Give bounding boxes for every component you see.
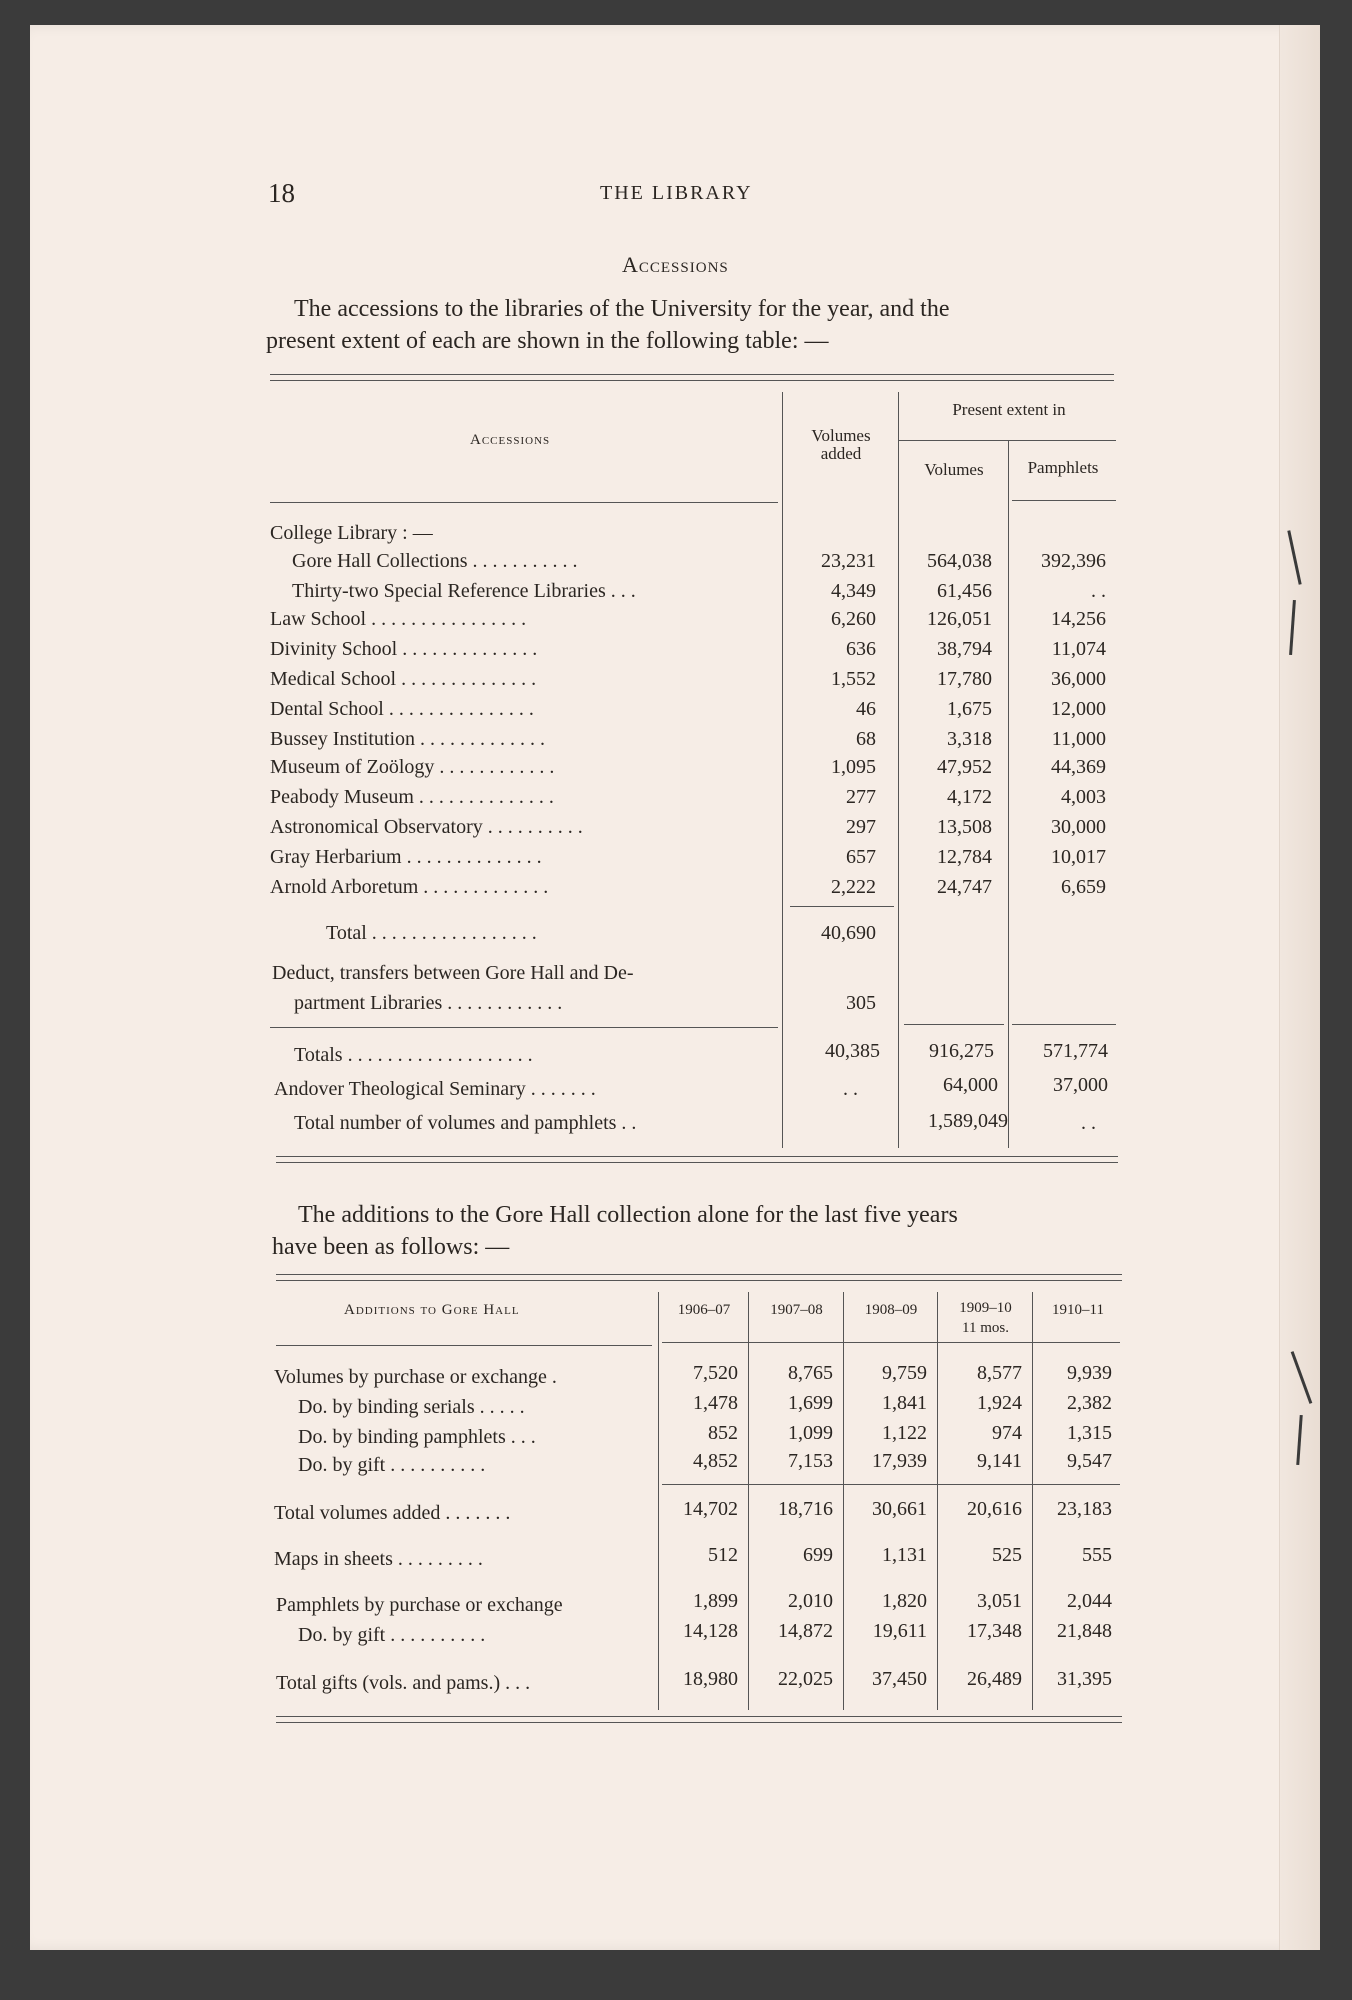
table2-row-label: Pamphlets by purchase or exchange	[276, 1594, 563, 1616]
table1-deduct-label-2: partment Libraries . . . . . . . . . . . .	[294, 992, 563, 1014]
table2-cell: 512	[708, 1544, 738, 1566]
table2-cell: 4,852	[693, 1450, 738, 1472]
table1-row-added: 277	[846, 786, 876, 808]
table1-grand-total-label: Total number of volumes and pamphlets . .	[294, 1112, 637, 1134]
table1-row-label: Bussey Institution . . . . . . . . . . . . .	[270, 728, 546, 750]
running-title: THE LIBRARY	[600, 182, 753, 204]
table1-row-volumes: 12,784	[937, 846, 992, 868]
table1-row-added: 68	[856, 728, 876, 750]
table2-cell: 852	[708, 1422, 738, 1444]
table2-cell: 3,051	[977, 1590, 1022, 1612]
table2-cell: 2,044	[1067, 1590, 1112, 1612]
table1-head-present-extent: Present extent in	[952, 400, 1066, 419]
table2-cell: 1,699	[788, 1392, 833, 1414]
table1-row-pamphlets: 11,000	[1051, 728, 1106, 750]
table1-row-pamphlets: 4,003	[1061, 786, 1106, 808]
table2-cell: 31,395	[1057, 1668, 1112, 1690]
table1-andover-pamphlets: 37,000	[1053, 1074, 1108, 1096]
table2-cell: 17,939	[872, 1450, 927, 1472]
intro2-line-1: The additions to the Gore Hall collection alone for the last five years	[298, 1202, 958, 1228]
table1-row-pamphlets: 30,000	[1051, 816, 1106, 838]
table2-cell: 1,820	[882, 1590, 927, 1612]
table2-cell: 1,315	[1067, 1422, 1112, 1444]
table2-cell: 20,616	[967, 1498, 1022, 1520]
table1-total-added: 40,690	[821, 922, 876, 944]
table2-head-label: Additions to Gore Hall	[344, 1302, 520, 1318]
table1-group-label: College Library : —	[270, 522, 433, 544]
table1-row-label: Arnold Arboretum . . . . . . . . . . . . .	[270, 876, 549, 898]
table1-row-pamphlets: 12,000	[1051, 698, 1106, 720]
table2-cell: 30,661	[872, 1498, 927, 1520]
table1-row-volumes: 4,172	[947, 786, 992, 808]
table1-totals-added: 40,385	[825, 1040, 880, 1062]
table2-cell: 7,520	[693, 1362, 738, 1384]
table2-cell: 37,450	[872, 1668, 927, 1690]
table2-cell: 21,848	[1057, 1620, 1112, 1642]
table2-year-header: 1909–10	[959, 1300, 1012, 1316]
table1-row-pamphlets: 392,396	[1041, 550, 1106, 572]
table1-row-volumes: 47,952	[937, 756, 992, 778]
table2-row-label: Do. by gift . . . . . . . . . .	[298, 1454, 486, 1476]
table1-grand-total-pamphlets: . .	[1081, 1112, 1096, 1134]
table1-row-label: Gray Herbarium . . . . . . . . . . . . . .	[270, 846, 542, 868]
table1-row-volumes: 17,780	[937, 668, 992, 690]
table2-cell: 14,128	[683, 1620, 738, 1642]
table2-year-header: 1910–11	[1052, 1302, 1104, 1318]
table1-row-added: 657	[846, 846, 876, 868]
table1-head-pamphlets: Pamphlets	[1027, 458, 1099, 477]
table1-totals-pamphlets: 571,774	[1043, 1040, 1108, 1062]
table2-cell: 1,131	[882, 1544, 927, 1566]
table1-row-volumes: 38,794	[937, 638, 992, 660]
table2-row-label: Do. by binding serials . . . . .	[298, 1396, 525, 1418]
table2-row-label: Total gifts (vols. and pams.) . . .	[276, 1672, 531, 1694]
intro-line-2: present extent of each are shown in the following table: —	[266, 328, 829, 354]
table1-head-volumes: Volumes	[924, 460, 984, 479]
table1-deduct-label-1: Deduct, transfers between Gore Hall and De-	[272, 962, 634, 984]
table2-cell: 9,141	[977, 1450, 1022, 1472]
table1-row-added: 636	[846, 638, 876, 660]
intro-line-1: The accessions to the libraries of the University for the year, and the	[294, 296, 950, 322]
table1-grand-total-volumes: 1,589,049	[928, 1110, 1008, 1132]
intro2-line-2: have been as follows: —	[272, 1234, 510, 1260]
table1-andover-volumes: 64,000	[943, 1074, 998, 1096]
table2-cell: 19,611	[872, 1620, 927, 1642]
table1-row-volumes: 126,051	[927, 608, 992, 630]
table1-row-label: Astronomical Observatory . . . . . . . . . .	[270, 816, 583, 838]
table1-row-added: 23,231	[821, 550, 876, 572]
table2-cell: 1,478	[693, 1392, 738, 1414]
table2-cell: 1,924	[977, 1392, 1022, 1414]
table1-row-pamphlets: . .	[1091, 580, 1106, 602]
table1-andover-added: . .	[843, 1078, 858, 1100]
table1-row-volumes: 564,038	[927, 550, 992, 572]
table2-cell: 8,577	[977, 1362, 1022, 1384]
table2-cell: 1,099	[788, 1422, 833, 1444]
table1-row-pamphlets: 36,000	[1051, 668, 1106, 690]
table2-cell: 26,489	[967, 1668, 1022, 1690]
table2-year-header: 1906–07	[677, 1302, 731, 1318]
table2-cell: 1,122	[882, 1422, 927, 1444]
table2-row-label: Maps in sheets . . . . . . . . .	[274, 1548, 483, 1570]
table2-cell: 699	[803, 1544, 833, 1566]
table1-row-label: Law School . . . . . . . . . . . . . . . .	[270, 608, 527, 630]
table1-row-pamphlets: 11,074	[1051, 638, 1106, 660]
table2-cell: 2,010	[788, 1590, 833, 1612]
table2-cell: 2,382	[1067, 1392, 1112, 1414]
table2-cell: 22,025	[778, 1668, 833, 1690]
table2-cell: 7,153	[788, 1450, 833, 1472]
table1-row-added: 46	[856, 698, 876, 720]
table2-row-label: Volumes by purchase or exchange .	[274, 1366, 557, 1388]
table1-head-volumes-added-1: Volumes	[811, 426, 871, 445]
table2-year-header: 1907–08	[770, 1302, 823, 1318]
table1-row-label: Medical School . . . . . . . . . . . . . .	[270, 668, 537, 690]
table1-row-added: 1,552	[831, 668, 876, 690]
table2-cell: 9,939	[1067, 1362, 1112, 1384]
table1-row-pamphlets: 10,017	[1051, 846, 1106, 868]
table1-andover-label: Andover Theological Seminary . . . . . . .	[274, 1078, 596, 1100]
table2-cell: 1,899	[693, 1590, 738, 1612]
table1-row-volumes: 24,747	[937, 876, 992, 898]
table2-cell: 974	[992, 1422, 1022, 1444]
table1-total-label: Total . . . . . . . . . . . . . . . . .	[326, 922, 537, 944]
table2-cell: 14,702	[683, 1498, 738, 1520]
table1-row-volumes: 13,508	[937, 816, 992, 838]
table1-row-label: Peabody Museum . . . . . . . . . . . . . .	[270, 786, 554, 808]
table2-cell: 9,547	[1067, 1450, 1112, 1472]
table2-year-note: 11 mos.	[962, 1320, 1009, 1336]
table2-cell: 525	[992, 1544, 1022, 1566]
table1-head-volumes-added-2: added	[820, 444, 862, 463]
table1-totals-label: Totals . . . . . . . . . . . . . . . . . . .	[294, 1044, 533, 1066]
table1-totals-volumes: 916,275	[929, 1040, 994, 1062]
table2-cell: 17,348	[967, 1620, 1022, 1642]
table1-row-label: Thirty-two Special Reference Libraries . . .	[292, 580, 636, 602]
table1-row-label: Museum of Zoölogy . . . . . . . . . . . .	[270, 756, 555, 778]
table1-row-added: 297	[846, 816, 876, 838]
table2-cell: 14,872	[778, 1620, 833, 1642]
table1-row-label: Divinity School . . . . . . . . . . . . . .	[270, 638, 538, 660]
table1-row-pamphlets: 44,369	[1051, 756, 1106, 778]
table1-row-added: 1,095	[831, 756, 876, 778]
table2-cell: 555	[1082, 1544, 1112, 1566]
table1-row-pamphlets: 14,256	[1051, 608, 1106, 630]
table1-row-added: 4,349	[831, 580, 876, 602]
table1-row-volumes: 1,675	[947, 698, 992, 720]
table1-deduct-added: 305	[846, 992, 876, 1014]
table2-cell: 1,841	[882, 1392, 927, 1414]
table2-cell: 18,716	[778, 1498, 833, 1520]
table1-row-added: 2,222	[831, 876, 876, 898]
table2-row-label: Do. by binding pamphlets . . .	[298, 1426, 536, 1448]
table1-row-added: 6,260	[831, 608, 876, 630]
table1-head-accessions: Accessions	[470, 432, 551, 448]
page-edge	[1279, 25, 1320, 1950]
table2-row-label: Do. by gift . . . . . . . . . .	[298, 1624, 486, 1646]
table1-row-label: Gore Hall Collections . . . . . . . . . . .	[292, 550, 578, 572]
table2-cell: 23,183	[1057, 1498, 1112, 1520]
table2-row-label: Total volumes added . . . . . . .	[274, 1502, 511, 1524]
table2-cell: 8,765	[788, 1362, 833, 1384]
table1-row-label: Dental School . . . . . . . . . . . . . . .	[270, 698, 534, 720]
page-number: 18	[268, 178, 295, 208]
table1-row-volumes: 3,318	[947, 728, 992, 750]
table2-cell: 9,759	[882, 1362, 927, 1384]
section-title: Accessions	[622, 252, 729, 277]
table2-year-header: 1908–09	[864, 1302, 918, 1318]
table1-row-volumes: 61,456	[937, 580, 992, 602]
table2-cell: 18,980	[683, 1668, 738, 1690]
table1-row-pamphlets: 6,659	[1061, 876, 1106, 898]
